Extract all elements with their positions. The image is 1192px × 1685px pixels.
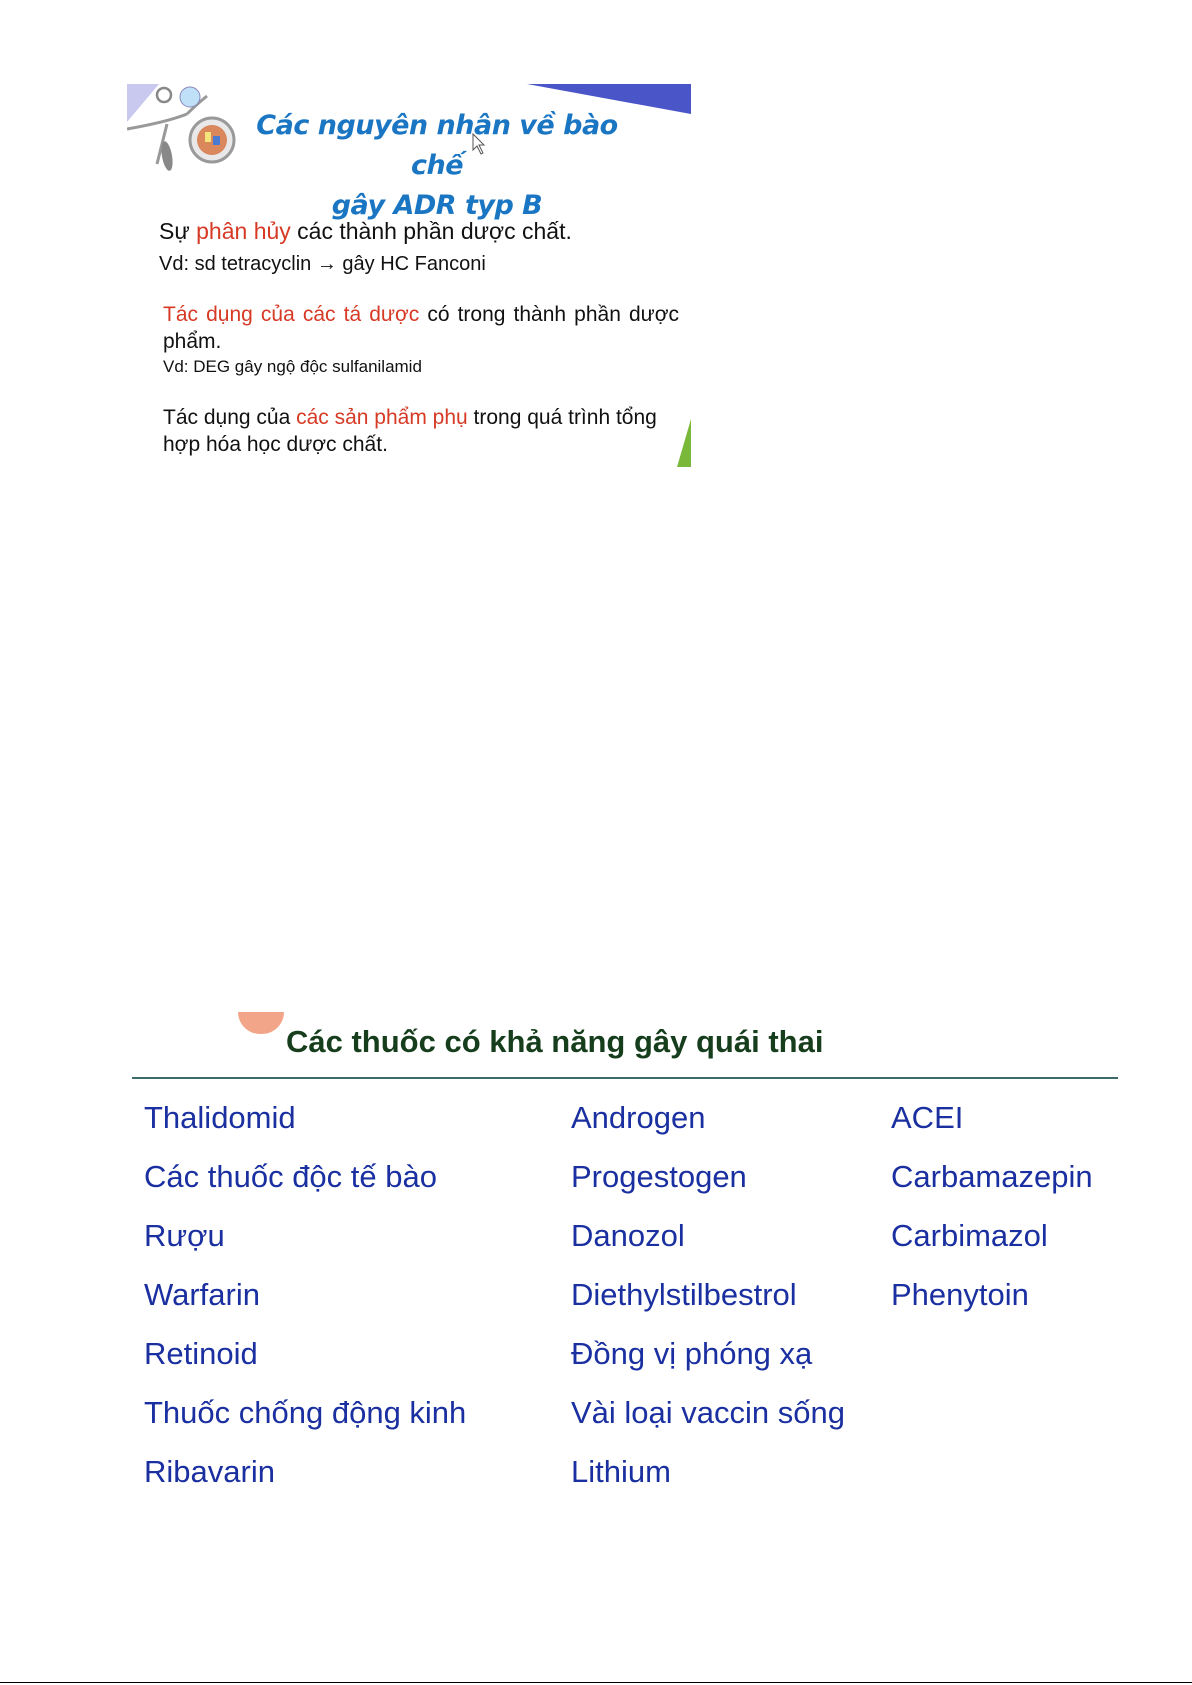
cause-decomposition <box>159 218 572 245</box>
emblem-center-icon <box>197 125 227 155</box>
text-segment: Tác dụng của <box>163 406 297 429</box>
drug-list-item: Diethylstilbestrol <box>571 1277 797 1312</box>
drug-list-item: Ribavarin <box>144 1454 275 1489</box>
bubble-icon <box>157 88 171 102</box>
example-tetracyclin: Vd: sd tetracyclin → gây HC Fanconi <box>159 253 486 275</box>
slide-title: Các thuốc có khả năng gây quái thai <box>286 1024 824 1059</box>
text-segment: Sự <box>159 218 197 244</box>
drug-list-item: Progestogen <box>571 1159 747 1194</box>
highlight-text: phân hủy <box>196 218 291 244</box>
drug-column-1 <box>144 1098 466 1511</box>
example-deg: Vd: DEG gây ngộ độc sulfanilamid <box>163 357 422 376</box>
drug-list-item: Phenytoin <box>891 1277 1029 1312</box>
drug-list-item: Danozol <box>571 1218 685 1253</box>
text-segment: có trong thành phần dược phẩm. <box>163 303 679 353</box>
drug-list-item: Thuốc chống động kinh <box>144 1395 467 1430</box>
corner-triangle <box>127 84 159 122</box>
slide-title-line: gây ADR typ B <box>331 190 543 221</box>
page-border <box>0 1682 1192 1683</box>
slide-adr-causes <box>127 84 691 467</box>
drug-list-item: Retinoid <box>144 1336 258 1371</box>
drug-list-item: Rượu <box>144 1218 225 1253</box>
drug-list-item: Thalidomid <box>144 1100 296 1135</box>
bubble-icon <box>180 87 200 107</box>
drug-list-item: Androgen <box>571 1100 706 1135</box>
drug-column-3 <box>891 1098 1093 1334</box>
decorative-blob-icon <box>238 1012 284 1034</box>
highlight-text: các sản phẩm phụ <box>296 406 468 429</box>
slide-title-line: Các nguyên nhân về bào chế <box>256 110 618 181</box>
drug-list-item: Carbimazol <box>891 1218 1048 1253</box>
drug-column-2 <box>571 1098 845 1511</box>
drug-list-item: Vài loại vaccin sống <box>571 1395 845 1430</box>
cause-byproducts <box>163 404 683 458</box>
drug-list-item: Carbamazepin <box>891 1159 1093 1194</box>
slide-teratogenic-drugs <box>126 1018 1126 1508</box>
drug-list-item: Các thuốc độc tế bào <box>144 1159 437 1194</box>
drug-list-item: Lithium <box>571 1454 671 1489</box>
drug-list-item: Đồng vị phóng xạ <box>571 1336 813 1371</box>
emblem-detail-icon <box>205 132 211 142</box>
slide-title <box>237 106 637 226</box>
text-segment: các thành phần dược chất. <box>290 218 572 244</box>
highlight-text: Tác dụng của các tá dược <box>163 303 420 326</box>
cause-excipients <box>163 301 679 355</box>
title-divider <box>132 1077 1118 1079</box>
emblem-detail-icon <box>213 136 220 145</box>
drug-list-item: ACEI <box>891 1100 964 1135</box>
text-segment: trong quá trình tổng hợp hóa học dược chất. <box>163 406 657 456</box>
drug-list-item: Warfarin <box>144 1277 260 1312</box>
